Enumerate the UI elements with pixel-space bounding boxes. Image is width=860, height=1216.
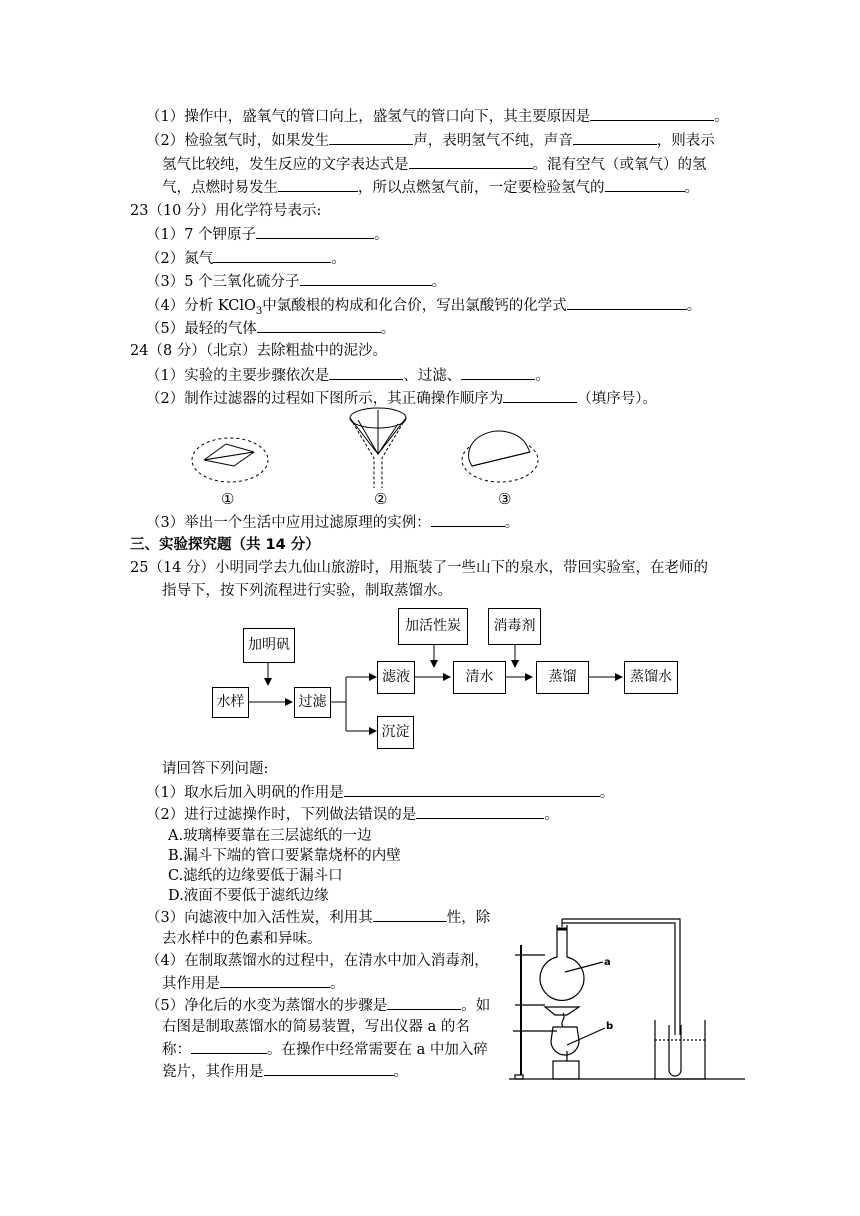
q23-heading: 23（10 分）用化学符号表示: xyxy=(130,203,322,219)
flow-box-distill: 蒸馏 xyxy=(536,661,589,694)
flow-box-alum: 加明矾 xyxy=(243,628,295,663)
option-a: A.玻璃棒要靠在三层滤纸的一边 xyxy=(168,828,372,844)
text: 、过滤、 xyxy=(403,368,462,384)
q25-item3-cont: 去水样中的色素和异味。 xyxy=(162,931,322,947)
diagram-label-2: ② xyxy=(374,490,388,508)
answer-blank[interactable] xyxy=(387,995,461,1010)
text: （2）氮气 xyxy=(146,251,214,267)
q25-line1: 25（14 分）小明同学去九仙山旅游时，用瓶装了一些山下的泉水，带回实验室，在老师的 xyxy=(130,560,709,576)
flow-box-precipitate: 沉淀 xyxy=(377,716,414,749)
text: 气，点燃时易发生 xyxy=(162,180,278,196)
text: （3）5 个三氧化硫分子 xyxy=(146,274,300,290)
text: 声，表明氢气不纯，声音 xyxy=(413,133,573,149)
text: 。 xyxy=(380,321,396,337)
text: 。如 xyxy=(461,998,491,1014)
text: 。混有空气（或氧气）的氢 xyxy=(532,157,707,173)
q25-item5 xyxy=(146,995,490,1016)
diagram-label-3: ③ xyxy=(498,490,512,508)
text: 。 xyxy=(393,1064,408,1080)
text: （1）实验的主要步骤依次是 xyxy=(146,368,330,384)
option-d: D.液面不要低于滤纸边缘 xyxy=(168,888,329,904)
q24-heading: 24（8 分）（北京）去除粗盐中的泥沙。 xyxy=(130,343,388,359)
text: 。 xyxy=(686,298,702,314)
label-b: b xyxy=(606,1021,614,1032)
section-heading: 三、实验探究题（共 14 分） xyxy=(130,537,320,553)
answer-blank[interactable] xyxy=(191,1039,267,1054)
text: 。 xyxy=(684,180,699,196)
text: （1）7 个钾原子 xyxy=(146,227,257,243)
q25-item1 xyxy=(146,782,614,803)
flow-box-carbon: 加活性炭 xyxy=(398,608,468,645)
text: 氢气比较纯，发生反应的文字表达式是 xyxy=(162,157,409,173)
q25-item4: （4）在制取蒸馏水的过程中，在清水中加入消毒剂， xyxy=(146,953,489,969)
option-c: C.滤纸的边缘要低于漏斗口 xyxy=(168,868,343,884)
text: 。 xyxy=(374,227,389,243)
text: （4）分析 KClO xyxy=(146,298,256,314)
text: 。 xyxy=(599,785,615,801)
text: ，则表示 xyxy=(656,133,715,149)
q25-line2: 指导下，按下列流程进行实验，制取蒸馏水。 xyxy=(162,583,452,599)
q25-item2 xyxy=(146,804,559,825)
text: ，所以点燃氢气前，一定要检验氢气的 xyxy=(358,180,605,196)
distillation-apparatus xyxy=(505,915,750,1085)
text: 。 xyxy=(535,368,550,384)
text: 称： xyxy=(162,1042,191,1058)
text: 。 xyxy=(714,109,729,125)
flow-box-disinfectant: 消毒剂 xyxy=(488,608,541,645)
q25-ask: 请回答下列问题: xyxy=(162,761,269,777)
subscript: 3 xyxy=(255,305,263,317)
answer-blank[interactable] xyxy=(373,907,447,922)
text: 。 xyxy=(504,515,520,531)
text: 。 xyxy=(330,976,345,992)
option-b: B.漏斗下端的管口要紧靠烧杯的内壁 xyxy=(168,848,401,864)
text: （填序号）。 xyxy=(577,391,657,407)
text: （2）检验氢气时，如果发生 xyxy=(146,133,330,149)
flow-box-sample: 水样 xyxy=(212,687,249,718)
text: 。 xyxy=(431,274,447,290)
text: 性，除 xyxy=(446,910,491,926)
flow-box-filter: 过滤 xyxy=(294,687,331,718)
text: （5）最轻的气体 xyxy=(146,321,257,337)
text: （1）操作中，盛氧气的管口向上，盛氢气的管口向下，其主要原因是 xyxy=(146,109,591,125)
answer-blank[interactable] xyxy=(220,973,330,988)
text: 瓷片，其作用是 xyxy=(162,1064,264,1080)
flow-box-distilled-water: 蒸馏水 xyxy=(624,661,678,694)
text: 中氯酸根的构成和化合价，写出氯酸钙的化学式 xyxy=(262,298,567,314)
text: （3）向滤液中加入活性炭，利用其 xyxy=(146,910,373,926)
answer-blank[interactable] xyxy=(264,1061,394,1076)
flow-box-filtrate: 滤液 xyxy=(377,661,415,694)
text: （1）取水后加入明矾的作用是 xyxy=(146,785,344,801)
text: 其作用是 xyxy=(162,976,220,992)
answer-blank[interactable] xyxy=(344,782,600,797)
diagram-label-1: ① xyxy=(221,490,235,508)
q25-item5-line2: 右图是制取蒸馏水的简易装置，写出仪器 a 的名 xyxy=(162,1019,470,1035)
text: （2）制作过滤器的过程如下图所示，其正确操作顺序为 xyxy=(146,391,504,407)
flow-box-clear-water: 清水 xyxy=(453,661,506,694)
q25-item4-cont xyxy=(162,973,345,994)
text: 。在操作中经常需要在 a 中加入碎 xyxy=(267,1042,488,1058)
answer-blank[interactable] xyxy=(416,804,544,819)
text: 。 xyxy=(544,807,559,823)
label-a: a xyxy=(604,957,611,968)
q25-item3 xyxy=(146,907,490,928)
text: （3）举出一个生活中应用过滤原理的实例： xyxy=(146,515,431,531)
text: （2）进行过滤操作时，下列做法错误的是 xyxy=(146,807,417,823)
text: （5）净化后的水变为蒸馏水的步骤是 xyxy=(146,998,388,1014)
q25-item5-line4 xyxy=(162,1061,408,1082)
text: 。 xyxy=(331,251,346,267)
q25-item5-line3 xyxy=(162,1039,488,1060)
